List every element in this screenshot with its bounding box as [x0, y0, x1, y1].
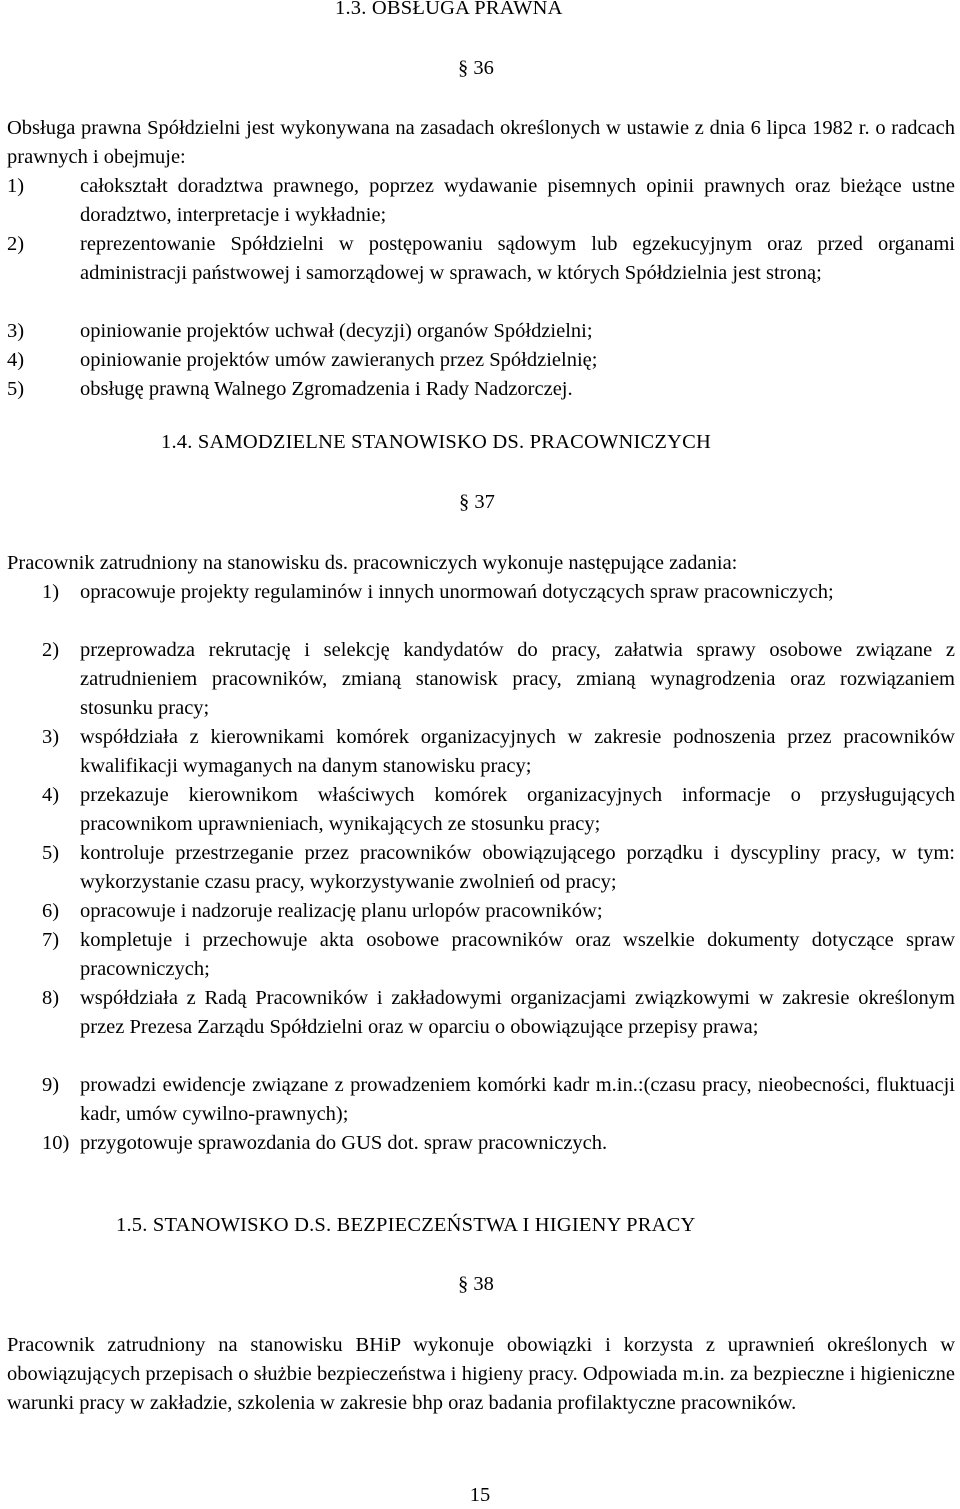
list-item-text: przygotowuje sprawozdania do GUS dot. spraw pracowniczych.	[80, 1132, 608, 1154]
intro-paragraph: Pracownik zatrudniony na stanowisku BHiP wykonuje obowiązki i korzysta z uprawnień określonych w obowiązujących przepisach o służbie bezpieczeństwa i higieny pracy. Odpowiada m.in. za bezpieczne i higieniczne warunki pracy w zakładzie, szkolenia w zakresie bhp oraz badania profilaktyczne pracowników.	[7, 1334, 955, 1414]
list-item	[7, 317, 955, 346]
list-item-number: 6)	[42, 900, 60, 922]
list-item	[7, 375, 955, 404]
list-item-text: opiniowanie projektów umów zawieranych przez Spółdzielnię;	[80, 349, 598, 371]
list-item-text: obsługę prawną Walnego Zgromadzenia i Rady Nadzorczej.	[80, 378, 573, 400]
list-item-number: 1)	[7, 175, 25, 197]
section-heading: 1.3. OBSŁUGA PRAWNA	[335, 0, 563, 19]
list-item	[7, 984, 955, 1042]
list-item	[7, 926, 955, 984]
list-item	[7, 839, 955, 897]
list-item	[7, 1129, 955, 1158]
list-item-number: 4)	[7, 349, 25, 371]
list-item	[7, 636, 955, 723]
intro-paragraph: Pracownik zatrudniony na stanowisku ds. pracowniczych wykonuje następujące zadania:	[7, 552, 738, 574]
list-item-number: 3)	[42, 726, 60, 748]
paragraph-symbol: § 36	[458, 57, 494, 79]
list-item-number: 2)	[42, 639, 60, 661]
list-item-number: 8)	[42, 987, 60, 1009]
list-item-number: 5)	[42, 842, 60, 864]
list-item	[7, 781, 955, 839]
list-item-number: 10)	[42, 1132, 70, 1154]
list-item-text: prowadzi ewidencje związane z prowadzeniem komórki kadr m.in.:(czasu pracy, nieobecności, fluktuacji kadr, umów cywilno-prawnych);	[80, 1074, 955, 1125]
list-item-text: współdziała z Radą Pracowników i zakładowymi organizacjami związkowymi w zakresie określonym przez Prezesa Zarządu Spółdzielni oraz w oparciu o obowiązujące przepisy prawa;	[80, 987, 955, 1038]
paragraph-symbol: § 37	[459, 491, 495, 513]
list-item-text: opracowuje projekty regulaminów i innych unormowań dotyczących spraw pracowniczych;	[80, 581, 834, 603]
list-item	[7, 172, 955, 230]
list-item-text: reprezentowanie Spółdzielni w postępowaniu sądowym lub egzekucyjnym oraz przed organami administracji państwowej i samorządowej w sprawach, w których Spółdzielnia jest stroną;	[80, 233, 955, 284]
list-item-text: opiniowanie projektów uchwał (decyzji) organów Spółdzielni;	[80, 320, 593, 342]
page-number: 15	[469, 1484, 491, 1506]
list-item-text: przekazuje kierownikom właściwych komórek organizacyjnych informacje o przysługujących pracownikom uprawnieniach, wynikających ze stosunku pracy;	[80, 784, 955, 835]
list-item-text: kontroluje przestrzeganie przez pracowników obowiązującego porządku i dyscypliny pracy, w tym: wykorzystanie czasu pracy, wykorzystywanie zwolnień od pracy;	[80, 842, 955, 893]
list-item	[7, 1071, 955, 1129]
list-item	[7, 346, 955, 375]
list-item-number: 3)	[7, 320, 25, 342]
list-item	[7, 897, 955, 926]
list-item-number: 7)	[42, 929, 60, 951]
list-item-text: kompletuje i przechowuje akta osobowe pracowników oraz wszelkie dokumenty dotyczące spraw pracowniczych;	[80, 929, 955, 980]
list-item	[7, 578, 955, 607]
list-item-text: całokształt doradztwa prawnego, poprzez wydawanie pisemnych opinii prawnych oraz bieżące ustne doradztwo, interpretacje i wykładnie;	[80, 175, 955, 226]
section-heading: 1.5. STANOWISKO D.S. BEZPIECZEŃSTWA I HIGIENY PRACY	[116, 1214, 696, 1236]
intro-paragraph: Obsługa prawna Spółdzielni jest wykonywana na zasadach określonych w ustawie z dnia 6 lipca 1982 r. o radcach prawnych i obejmuje:	[7, 117, 955, 168]
list-item-number: 4)	[42, 784, 60, 806]
list-item-text: współdziała z kierownikami komórek organizacyjnych w zakresie podnoszenia przez pracowników kwalifikacji wymaganych na danym stanowisku pracy;	[80, 726, 955, 777]
list-item-number: 5)	[7, 378, 25, 400]
list-item-number: 9)	[42, 1074, 60, 1096]
section-heading: 1.4. SAMODZIELNE STANOWISKO DS. PRACOWNICZYCH	[161, 431, 712, 453]
list-item	[7, 230, 955, 288]
paragraph-symbol: § 38	[458, 1273, 494, 1295]
list-item-number: 2)	[7, 233, 25, 255]
list-item	[7, 723, 955, 781]
list-item-text: przeprowadza rekrutację i selekcję kandydatów do pracy, załatwia sprawy osobowe związane z zatrudnieniem pracowników, zmianą stanowisk pracy, zmianą wynagrodzenia oraz rozwiązaniem stosunku pracy;	[80, 639, 955, 719]
list-item-number: 1)	[42, 581, 60, 603]
list-item-text: opracowuje i nadzoruje realizację planu urlopów pracowników;	[80, 900, 603, 922]
